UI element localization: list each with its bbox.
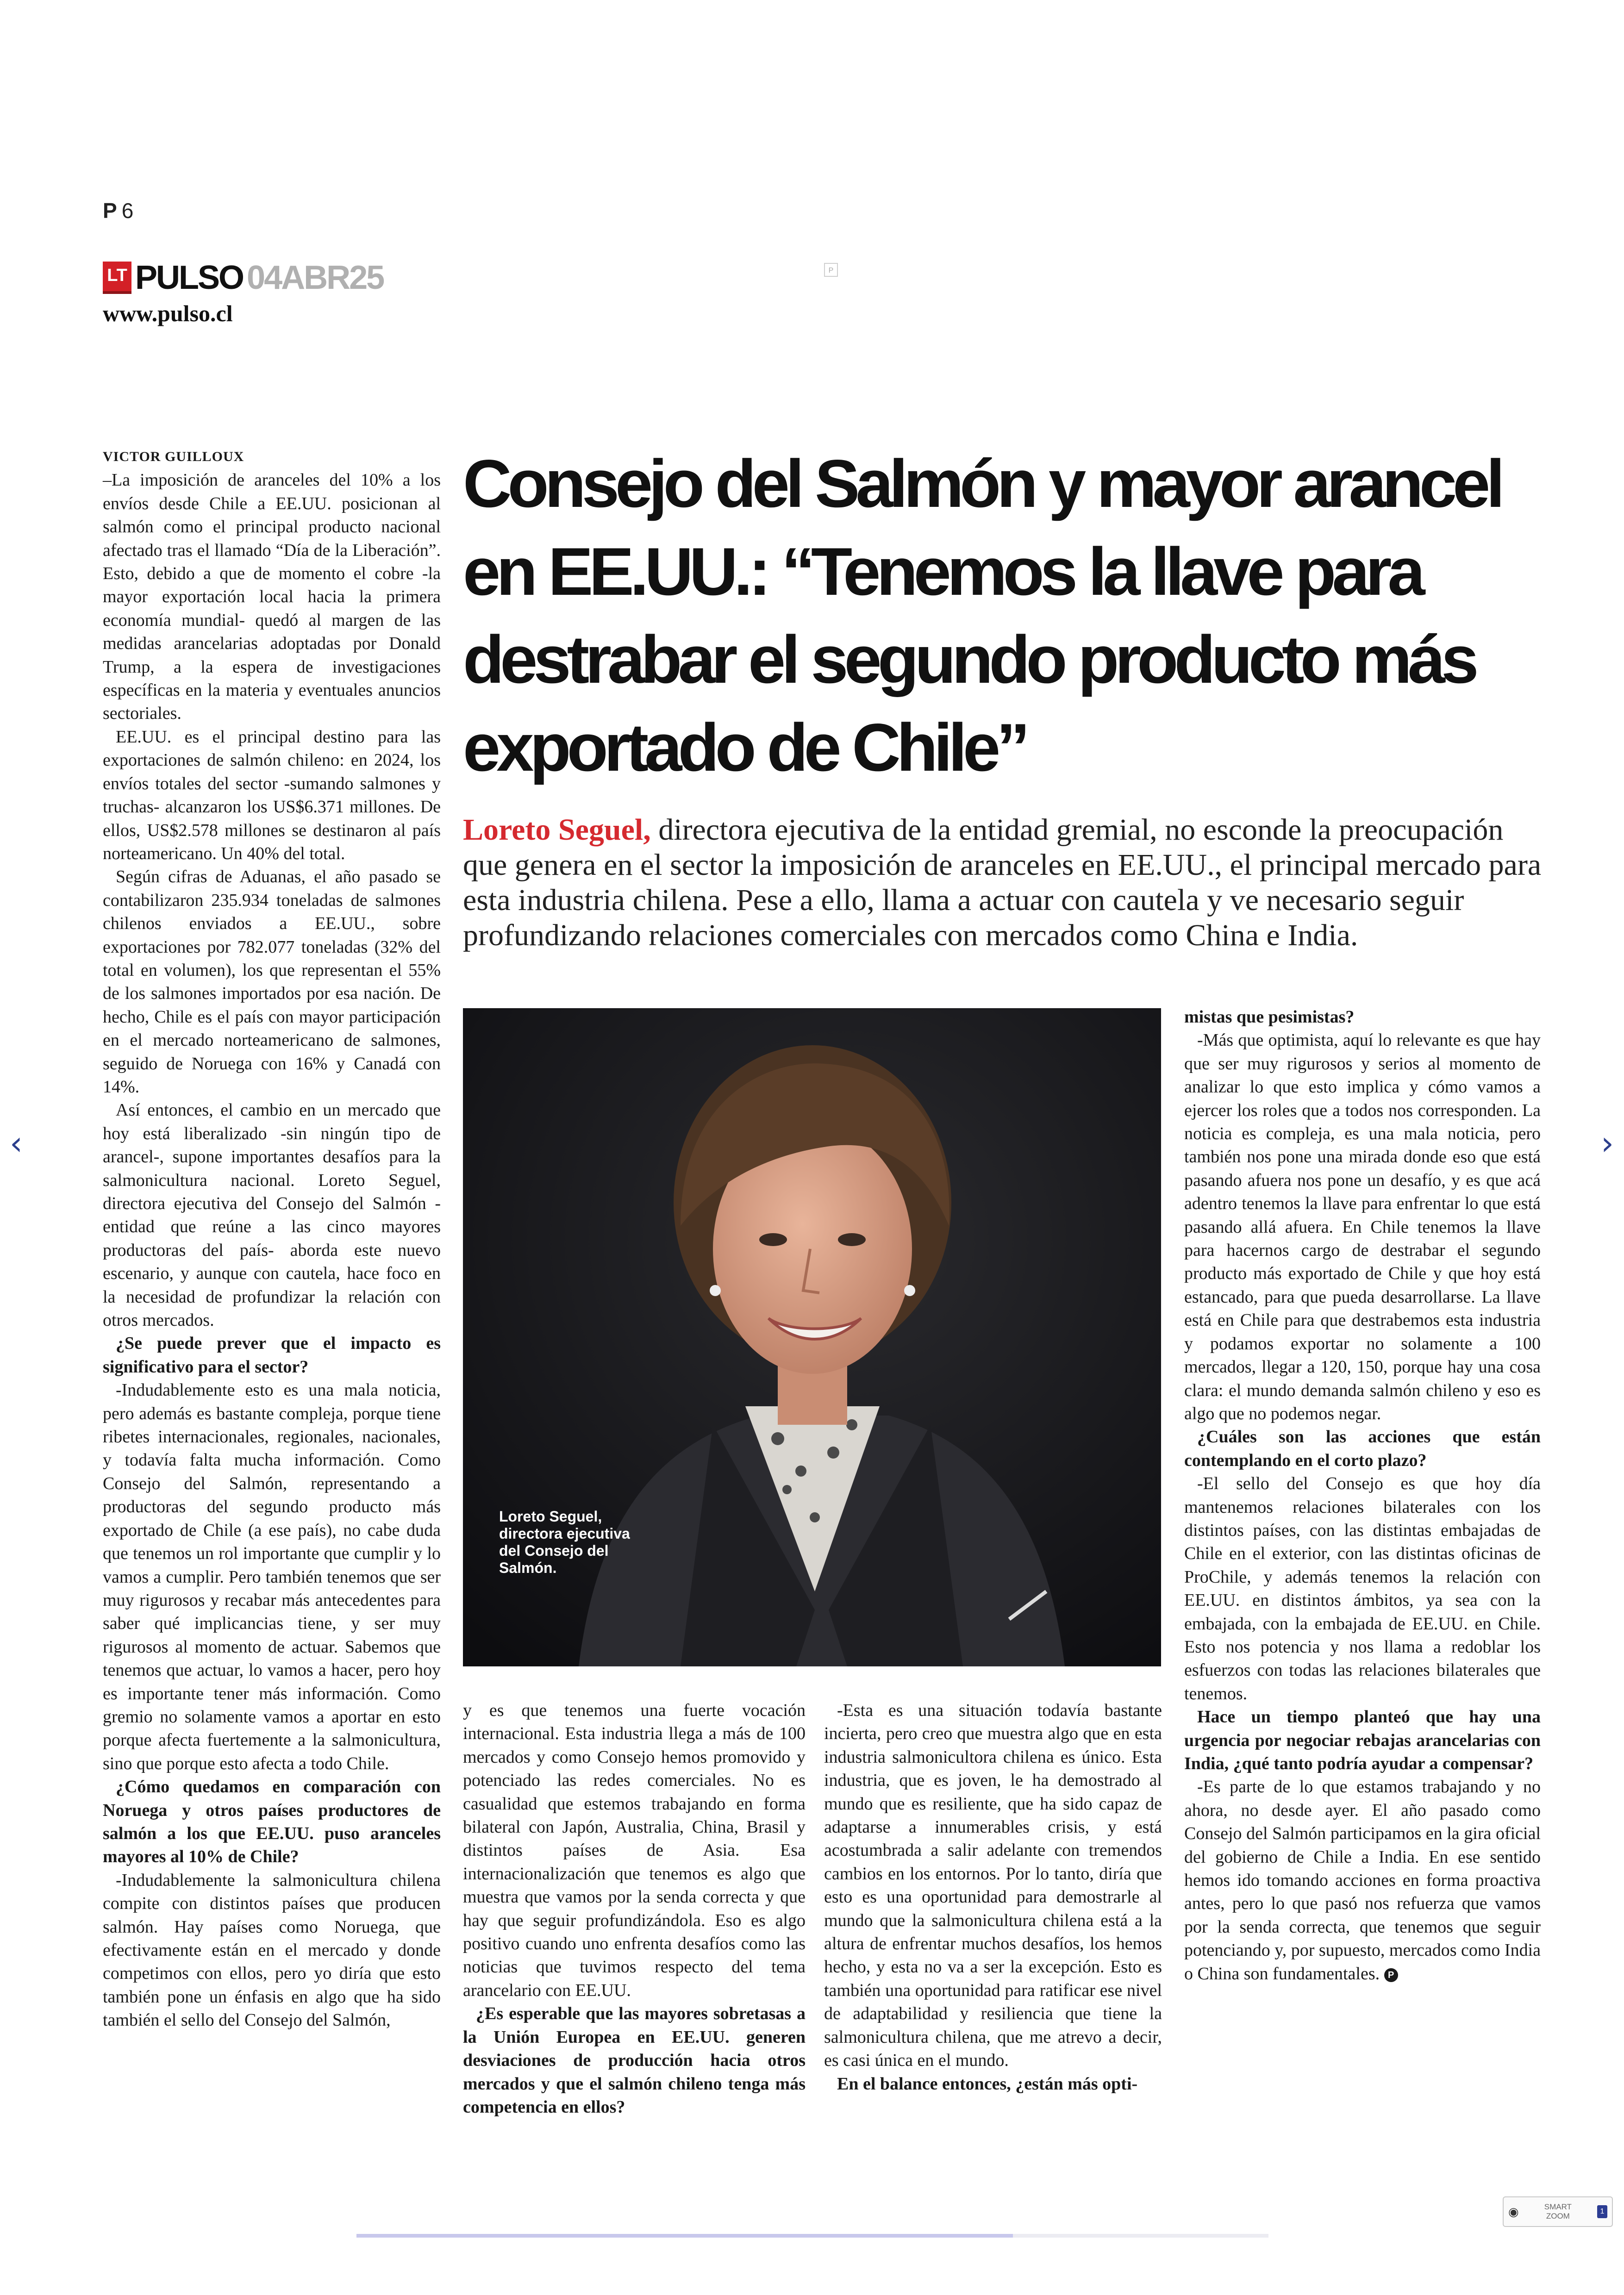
final-answer-text: -Es parte de lo que estamos trabajando y no ahora, no desde ayer. El año pasado como Consejo del Salmón participamos en la gira oficial del gobierno de Chile a India. En ese sentido hemos ido tomando acciones en forma proactiva antes, pero lo que pasó nos refuerza que vamos por la senda correcta, que tenemos que seguir potenciando y, por supuesto, mercados como India o China son fundamentales. <box>1184 1777 1541 1983</box>
photo-caption: Loreto Seguel, directora ejecutiva del Consejo del Salmón. <box>499 1508 630 1576</box>
interview-answer <box>1184 1775 1541 1985</box>
interview-question: Hace un tiempo planteó que hay una urgencia por negociar rebajas arancelarias con India, ¿qué tanto podría ayudar a compensar? <box>1184 1707 1541 1773</box>
body-paragraph: –La imposición de aranceles del 10% a los envíos desde Chile a EE.UU. posicionan al salmón como el principal producto nacional afectado tras el llamado “Día de la Liberación”. Esto, debido a que de momento el cobre -la mayor exportación local hacia la primera economía mundial- quedó al margen de las medidas arancelarias adoptadas por Donald Trump, a la espera de investigaciones específicas en la materia y eventuales anuncios sectoriales. <box>103 470 441 723</box>
smart-zoom-label-line2: ZOOM <box>1546 2212 1570 2220</box>
previous-page-arrow-icon[interactable]: ‹ <box>10 1124 23 1162</box>
website-url: www.pulso.cl <box>103 300 233 326</box>
interview-answer: -Más que optimista, aquí lo relevante es que hay que ser muy rigurosos y serios al momento de analizar lo que esto implica y cómo vamos a ejercer los roles que a todos nos corresponden. La noticia es compleja, es una mala noticia, pero también nos pone una mirada donde eso que está pasando afuera nos pone un desafío, y es que acá adentro tenemos la llave para enfrentar lo que está pasando allá afuera. En Chile tenemos la llave para hacernos cargo de destrabar el segundo producto más exportado de Chile y que hoy está estancado, para que pueda desarrollarse. La llave está en Chile para que destrabemos esta industria y podamos exportar no solamente a 100 mercados, llegar a 120, 150, porque hay una cosa clara: el mundo demanda salmón chileno y eso es algo que no podemos negar. <box>1184 1030 1541 1423</box>
page-number <box>103 198 134 223</box>
smart-zoom-label <box>1532 2202 1583 2221</box>
article-deck <box>463 812 1542 953</box>
body-paragraph: EE.UU. es el principal destino para las exportaciones de salmón chileno: en 2024, los envíos totales del sector -sumando salmones y truchas- alcanzaron los US$6.371 millones. De ellos, US$2.578 millones se destinaron al país norteamericano. Un 40% del total. <box>103 727 441 863</box>
interview-question: ¿Es esperable que las mayores sobretasas a la Unión Europea en EE.UU. generen desviaciones de producción hacia otros mercados y que el salmón chileno tenga más competencia en ellos? <box>463 2004 806 2117</box>
edition-date: 04ABR25 <box>247 259 384 296</box>
interview-answer: -El sello del Consejo es que hoy día mantenemos relaciones bilaterales con los distintos países, con las distintas embajadas de Chile en el exterior, con las distintas oficinas de ProChile, y además tenemos la relación con EE.UU. en distintos ámbitos, ya sea con la embajada, con la embajada de EE.UU. en Chile. Esto nos potencia y nos llama a redoblar los esfuerzos con todas las relaciones bilaterales que tenemos. <box>1184 1474 1541 1703</box>
interview-answer: -Indudablemente la salmonicultura chilena compite con distintos países que producen salmón. Hay países como Noruega, que efectivamente están en el mercado y donde competimos con ellos, pero yo diría que esto también pone un énfasis en algo que ha sido también el sello del Consejo del Salmón, <box>103 1870 441 2030</box>
reading-progress-bar[interactable] <box>356 2234 1268 2238</box>
article-column-4 <box>1184 1005 1541 1985</box>
interview-question-continued: mistas que pesimistas? <box>1184 1007 1355 1027</box>
interview-answer: -Indudablemente esto es una mala noticia, pero además es bastante compleja, porque tiene ribetes internacionales, regionales, nacionales, y todavía falta mucha información. Como Consejo del Salmón, representando a productoras del segundo producto más exportado de Chile (a ese país), no cabe duda que tenemos un rol importante que cumplir y lo vamos a cumplir. Pero también tenemos que ser muy rigurosos y recabar más antecedentes para saber qué implicancias tiene, y ser muy rigurosos al momento de actuar. Sabemos que tenemos que actuar, lo vamos a hacer, pero hoy es importante tener más información. Como gremio no solamente vamos a aportar en esto porque afecta fuertemente a la salmonicultura, sino que porque esto afecta a todo Chile. <box>103 1380 441 1773</box>
body-paragraph: Así entonces, el cambio en un mercado que hoy está liberalizado -sin ningún tipo de arancel-, supone importantes desafíos para la salmonicultura nacional. Loreto Seguel, directora ejecutiva del Consejo del Salmón -entidad que reúne a las cinco mayores productoras del país- aborda este nuevo escenario, y aunque con cautela, hace foco en la necesidad de profundizar la relación con otros mercados. <box>103 1100 441 1330</box>
article-column-2 <box>463 1699 806 2119</box>
article-column-3 <box>824 1699 1162 2095</box>
masthead <box>103 259 383 296</box>
body-paragraph: Según cifras de Aduanas, el año pasado se contabilizaron 235.934 toneladas de salmones chilenos enviados a EE.UU., sobre exportaciones por 782.077 toneladas (32% del total en volumen), los que representan el 55% de los salmones importados por esa nación. De hecho, Chile es el país con mayor participación en el mercado norteamericano de salmones, seguido de Noruega con 16% y Canadá con 14%. <box>103 867 441 1097</box>
interview-question: En el balance entonces, ¿están más opti- <box>837 2074 1138 2094</box>
lt-logo: LT <box>103 262 131 294</box>
interview-question: ¿Cómo quedamos en comparación con Noruega y otros países productores de salmón a los que EE.UU. puso aranceles mayores al 10% de Chile? <box>103 1777 441 1867</box>
next-page-arrow-icon[interactable]: › <box>1601 1124 1614 1162</box>
end-of-article-icon: P <box>1384 1968 1398 1982</box>
deck-text: directora ejecutiva de la entidad gremial, no esconde la preocupación que genera en el sector la imposición de aranceles en EE.UU., el principal mercado para esta industria chilena. Pese a ello, llama a actuar con cautela y ve necesario seguir profundizando relaciones comerciales con mercados como China e India. <box>463 813 1542 952</box>
page-number-value: 6 <box>121 199 135 223</box>
smart-zoom-button[interactable] <box>1503 2196 1613 2227</box>
interview-answer-continued: y es que tenemos una fuerte vocación internacional. Esta industria llega a más de 100 mercados y como Consejo hemos promovido y potenciado las redes comerciales. No es casualidad que estemos trabajando en forma bilateral con Japón, Australia, China, Brasil y distintos países de Asia. Esa internacionalización que tenemos es algo que muestra que vamos por la senda correcta y que hay que seguir profundizándola. Eso es algo positivo cuando uno enfrenta desafíos como las noticias que tuvimos respecto del tema arancelario con EE.UU. <box>463 1701 806 2000</box>
deck-person-name: Loreto Seguel, <box>463 813 651 847</box>
byline: VICTOR GUILLOUX <box>103 449 244 464</box>
reading-progress-fill <box>356 2234 1013 2238</box>
page-label: P <box>103 199 118 223</box>
smart-zoom-label-line1: SMART <box>1544 2202 1572 2211</box>
article-headline: Consejo del Salmón y mayor arancel en EE.UU.: “Tenemos la llave para destrabar el segundo producto más exportado de Chile” <box>463 446 1501 785</box>
brand-name: PULSO <box>135 259 244 296</box>
interview-question: ¿Cuáles son las acciones que están contemplando en el corto plazo? <box>1184 1427 1541 1470</box>
page-center-mark: P <box>824 263 838 277</box>
interview-question: ¿Se puede prever que el impacto es significativo para el sector? <box>103 1334 441 1377</box>
interview-answer: -Esta es una situación todavía bastante incierta, pero creo que muestra algo que en esta industria salmonicultora chilena es único. Esta industria, que es joven, le ha demostrado al mundo que es resiliente, que ha sido capaz de adaptarse a innumerables crisis, y está acostumbrada a salir adelante con tremendos cambios en los entornos. Por lo tanto, diría que esto es una oportunidad para demostrarle al mundo que la salmonicultura chilena está a la altura de enfrentar muchos desafíos, los hemos hecho, y esta no va a ser la excepción. Esto es también una oportunidad para ratificar ese nivel de adaptabilidad y resiliencia que tiene la salmonicultura chilena, que me atrevo a decir, es casi única en el mundo. <box>824 1701 1162 2070</box>
zoom-level-badge: 1 <box>1597 2205 1607 2218</box>
article-column-1 <box>103 445 441 2032</box>
eye-icon: ◉ <box>1508 2204 1519 2219</box>
